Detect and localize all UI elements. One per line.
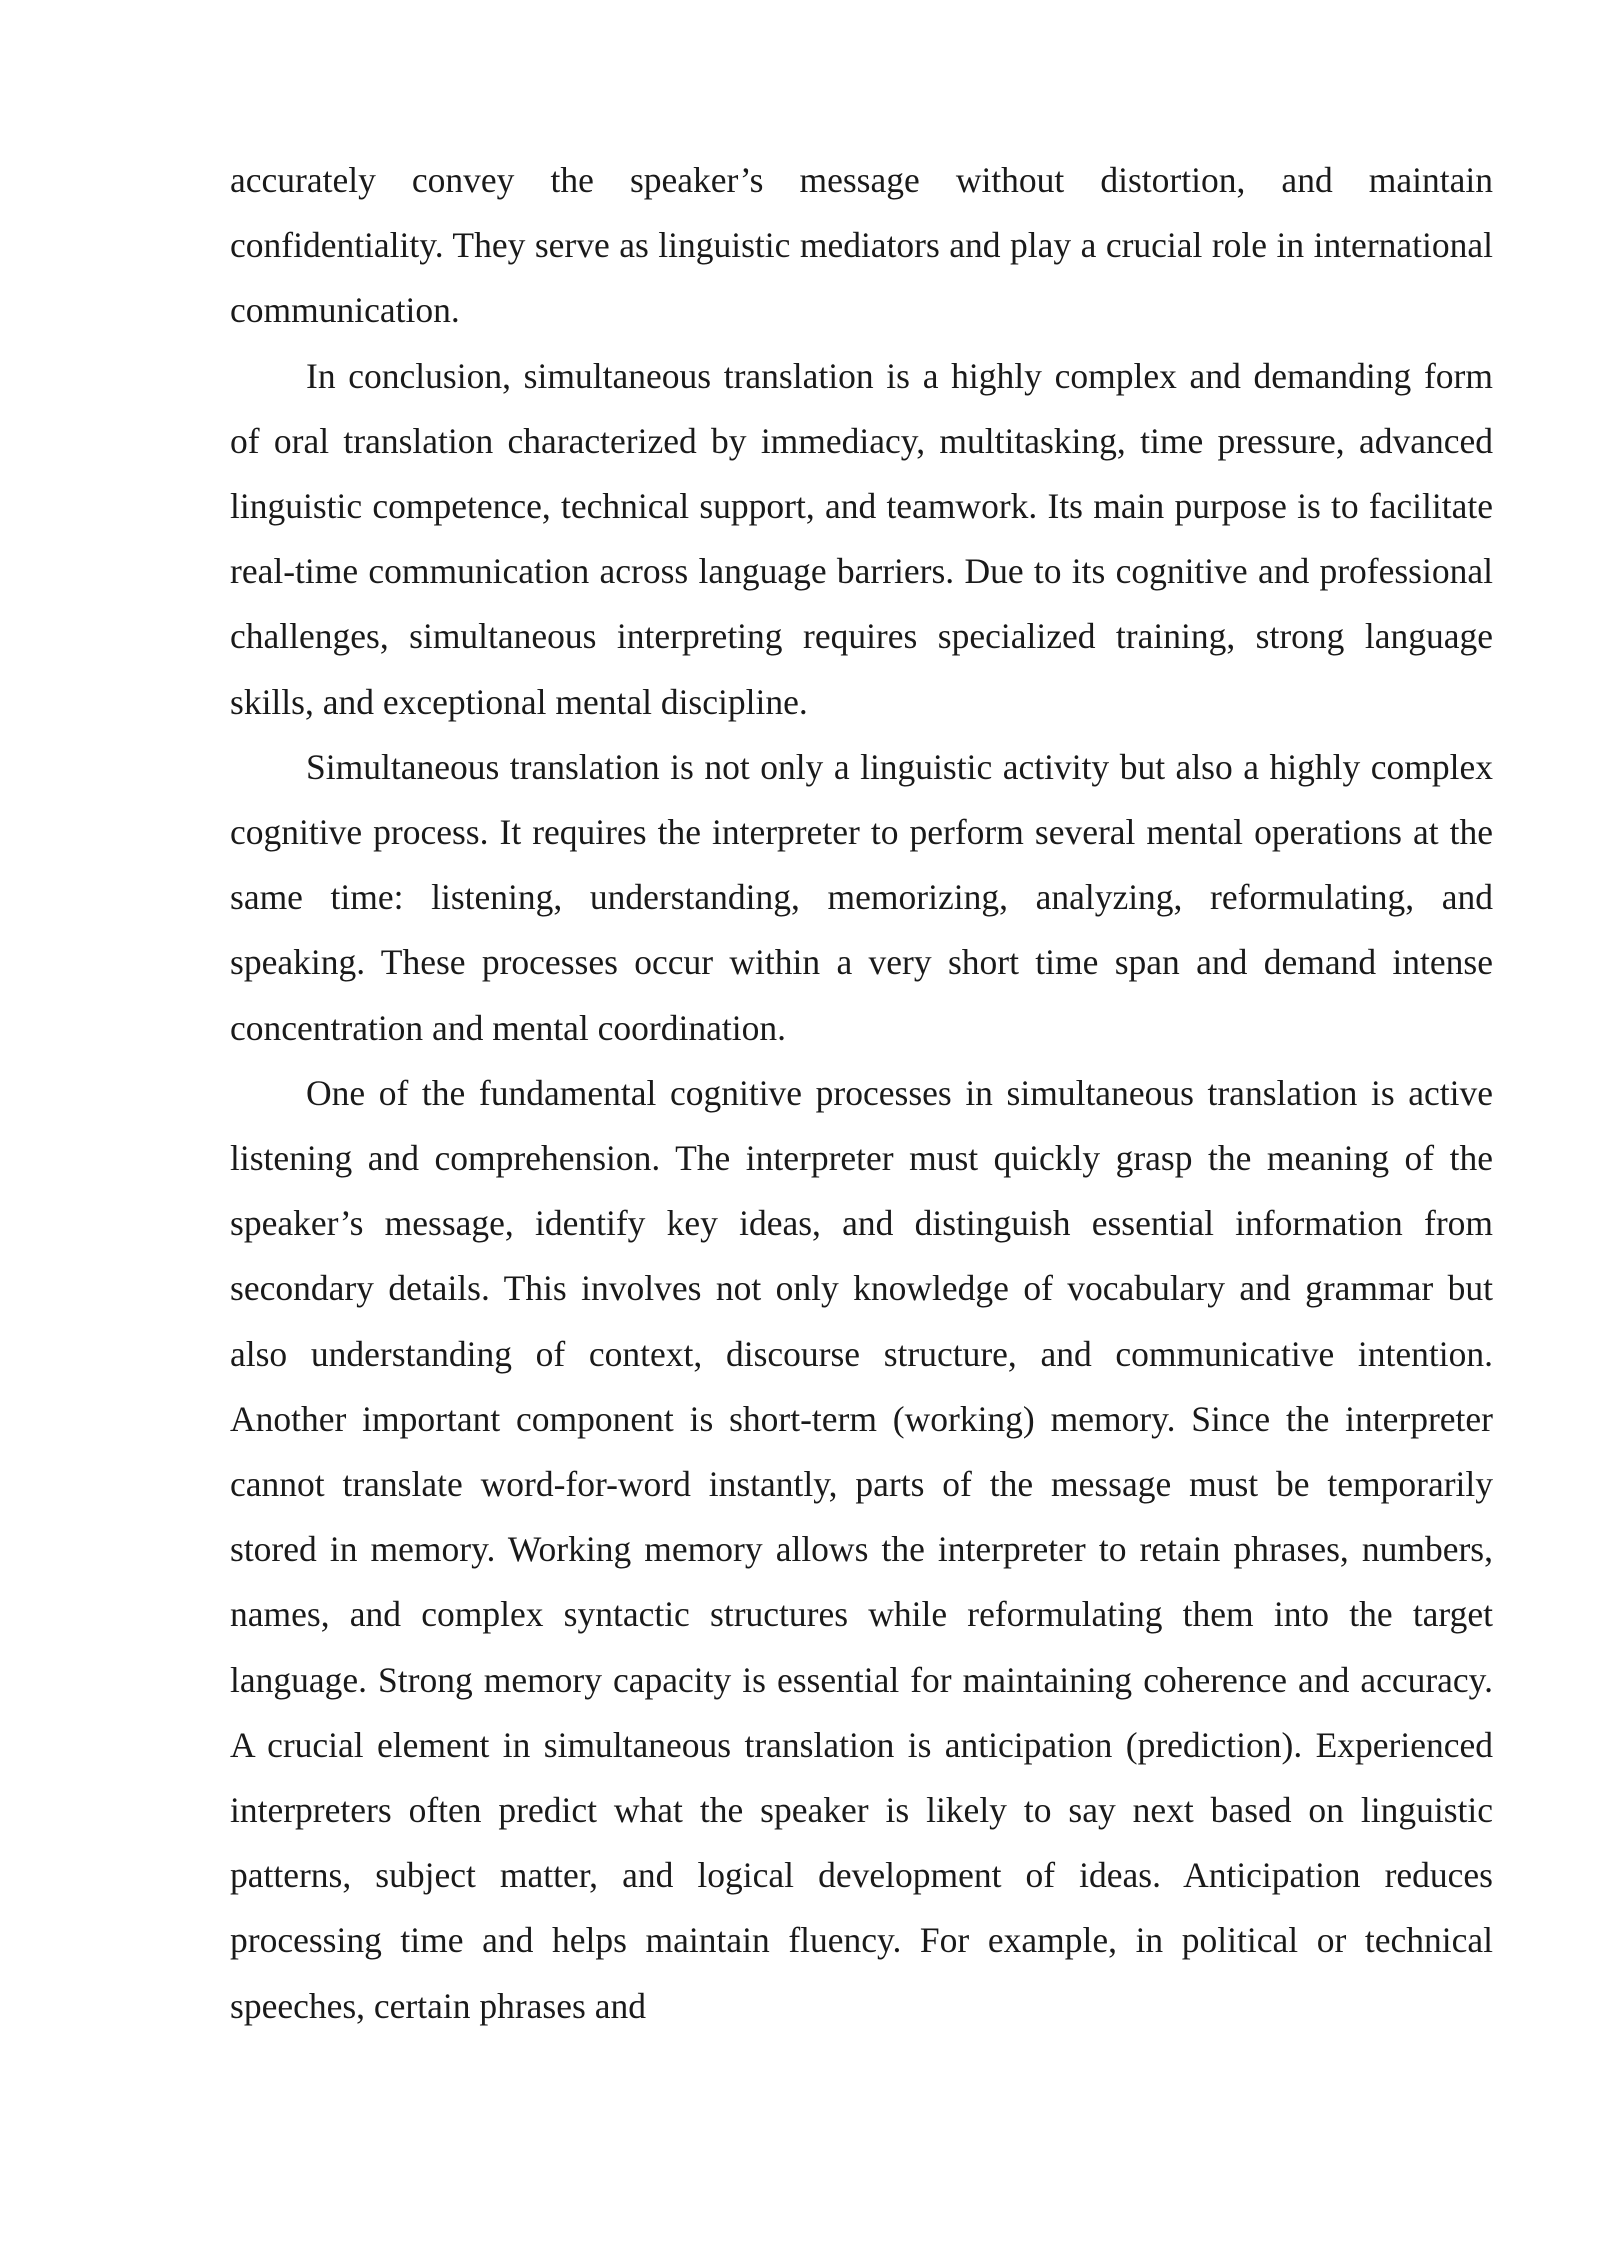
paragraph-continuation: accurately convey the speaker’s message without distortion, and maintain confidentiality. They serve as linguistic mediators and play a crucial role in international communication.: [230, 160, 1493, 331]
paragraph-cognitive-process: Simultaneous translation is not only a linguistic activity but also a highly complex cognitive process. It requires the interpreter to perform several mental operations at the same time: listening, understanding, memorizing, analyzing, reformulating, and speaking. These processes occur within a very short time span and demand intense concentration and mental coordination.: [230, 746, 1493, 1048]
paragraph-listening-memory-anticipation: One of the fundamental cognitive processes in simultaneous translation is active listening and comprehension. The interpreter must quickly grasp the meaning of the speaker’s message, identify key ideas, and distinguish essential information from secondary details. This involves not only knowledge of vocabulary and grammar but also understanding of context, discourse structure, and communicative intention. Another important component is short-term (working) memory. Since the interpreter cannot translate word-for-word instantly, parts of the message must be temporarily stored in memory. Working memory allows the interpreter to retain phrases, numbers, names, and complex syntactic structures while reformulating them into the target language. Strong memory capacity is essential for maintaining coherence and accuracy. A crucial element in simultaneous translation is anticipation (prediction). Experienced interpreters often predict what the speaker is likely to say next based on linguistic patterns, subject matter, and logical development of ideas. Anticipation reduces processing time and helps maintain fluency. For example, in political or technical speeches, certain phrases and: [230, 1072, 1493, 2026]
body-text: [230, 148, 1493, 2039]
paragraph-conclusion: In conclusion, simultaneous translation is a highly complex and demanding form of oral translation characterized by immediacy, multitasking, time pressure, advanced linguistic competence, technical support, and teamwork. Its main purpose is to facilitate real-time communication across language barriers. Due to its cognitive and professional challenges, simultaneous interpreting requires specialized training, strong language skills, and exceptional mental discipline.: [230, 355, 1493, 722]
